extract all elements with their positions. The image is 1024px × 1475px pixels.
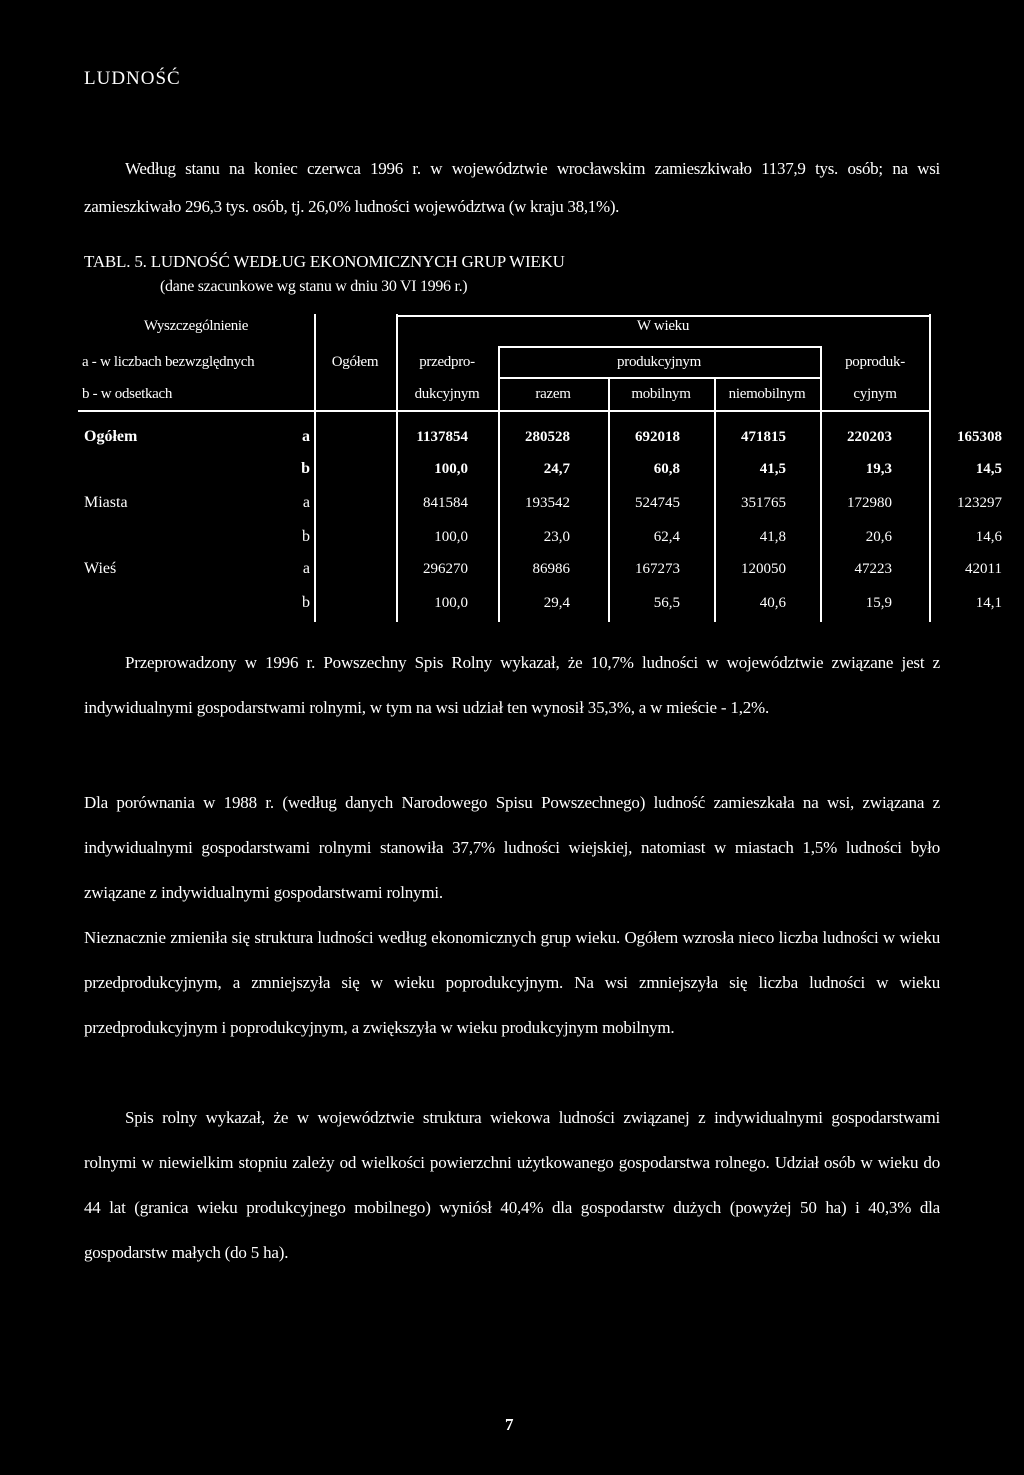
cell-value: 29,4	[543, 595, 570, 611]
cell-value: 47223	[854, 561, 892, 577]
cell-value: 172980	[847, 495, 892, 511]
header-age-group: W wieku	[636, 318, 690, 334]
table-rule	[929, 314, 931, 622]
cell-value: 193542	[525, 495, 570, 511]
cell-value: 841584	[423, 495, 468, 511]
header-pre-productive-2: dukcyjnym	[414, 386, 480, 402]
cell-value: 167273	[635, 561, 680, 577]
table-rule	[314, 314, 316, 622]
row-type: a	[302, 428, 310, 445]
cell-value: 14,5	[975, 461, 1002, 477]
cell-value: 100,0	[434, 595, 468, 611]
row-type: b	[302, 594, 310, 611]
cell-value: 41,8	[759, 529, 786, 545]
cell-value: 100,0	[434, 461, 468, 477]
cell-value: 23,0	[543, 529, 570, 545]
table-rule	[78, 410, 930, 412]
header-sub-total: razem	[535, 386, 571, 402]
cell-value: 60,8	[653, 461, 680, 477]
header-non-mobile: niemobilnym	[728, 386, 806, 402]
cell-value: 41,5	[759, 461, 786, 477]
cell-value: 56,5	[653, 595, 680, 611]
header-specification: Wyszczególnienie	[143, 318, 249, 334]
cell-value: 14,6	[975, 529, 1002, 545]
body-paragraph: Nieznacznie zmieniła się struktura ludności według ekonomicznych grup wieku. Ogółem wzrosła nieco liczba ludności w wieku przedprodukcyjnym, a zmniejszyła się w wieku poprodukcyjnym. Na wsi zmniejszyła się liczba ludności w wieku przedprodukcyjnym i poprodukcyjnym, a zwiększyła w wieku produkcyjnym mobilnym.	[84, 928, 940, 1037]
table-rule	[820, 346, 822, 622]
table-rule	[498, 377, 820, 379]
page-number: 7	[505, 1415, 514, 1434]
cell-value: 296270	[423, 561, 468, 577]
table-subtitle: (dane szacunkowe wg stanu w dniu 30 VI 1996 r.)	[160, 278, 468, 295]
cell-value: 220203	[847, 429, 892, 445]
cell-value: 14,1	[975, 595, 1002, 611]
row-type: b	[301, 460, 310, 477]
table-rule	[714, 377, 716, 622]
section-title: LUDNOŚĆ	[84, 68, 181, 89]
header-post-productive-1: poproduk-	[845, 354, 905, 370]
cell-value: 20,6	[865, 529, 892, 545]
cell-value: 123297	[957, 495, 1002, 511]
header-pre-productive-1: przedpro-	[419, 354, 475, 370]
body-paragraph: Spis rolny wykazał, że w województwie struktura wiekowa ludności związanej z indywidualnymi gospodarstwami rolnymi w niewielkim stopniu zależy od wielkości powierzchni użytkowanego gospodarstwa rolnego. Udział osób w wieku do 44 lat (granica wieku produkcyjnego mobilnego) wyniósł 40,4% dla gospodarstw dużych (powyżej 50 ha) i 40,3% dla gospodarstw małych (do 5 ha).	[84, 1108, 940, 1262]
cell-value: 524745	[635, 495, 680, 511]
cell-value: 19,3	[865, 461, 892, 477]
table-rule	[608, 377, 610, 622]
cell-value: 165308	[957, 429, 1002, 445]
header-productive: produkcyjnym	[617, 354, 701, 370]
header-post-productive-2: cyjnym	[853, 386, 897, 402]
cell-value: 280528	[525, 429, 570, 445]
row-type: a	[302, 494, 310, 511]
row-label: Ogółem	[84, 428, 138, 445]
header-legend-b: b - w odsetkach	[82, 386, 173, 402]
table-rule	[498, 346, 820, 348]
cell-value: 24,7	[543, 461, 570, 477]
cell-value: 40,6	[759, 595, 786, 611]
header-mobile: mobilnym	[631, 386, 691, 402]
cell-value: 100,0	[434, 529, 468, 545]
cell-value: 692018	[635, 429, 680, 445]
header-total: Ogółem	[331, 354, 379, 370]
table-rule	[498, 346, 500, 622]
cell-value: 62,4	[653, 529, 680, 545]
cell-value: 351765	[741, 495, 786, 511]
population-table	[78, 314, 1002, 622]
row-type: a	[302, 560, 310, 577]
cell-value: 1137854	[416, 429, 468, 445]
table-rule	[396, 315, 930, 317]
body-paragraph: Dla porównania w 1988 r. (według danych Narodowego Spisu Powszechnego) ludność zamieszkała na wsi, związana z indywidualnymi gospodarstwami rolnymi stanowiła 37,7% ludności wiejskiej, natomiast w miastach 1,5% ludności było związane z indywidualnymi gospodarstwami rolnymi.	[84, 793, 940, 902]
row-label: Wieś	[84, 560, 117, 577]
cell-value: 86986	[532, 561, 570, 577]
cell-value: 42011	[965, 561, 1002, 577]
table-title: TABL. 5. LUDNOŚĆ WEDŁUG EKONOMICZNYCH GRUP WIEKU	[84, 252, 565, 271]
cell-value: 471815	[741, 429, 786, 445]
table-rule	[396, 314, 398, 622]
row-type: b	[302, 528, 310, 545]
cell-value: 15,9	[865, 595, 892, 611]
header-legend-a: a - w liczbach bezwzględnych	[82, 354, 255, 370]
intro-paragraph: Według stanu na koniec czerwca 1996 r. w województwie wrocławskim zamieszkiwało 1137,9 tys. osób; na wsi zamieszkiwało 296,3 tys. osób, tj. 26,0% ludności województwa (w kraju 38,1%).	[84, 159, 940, 216]
cell-value: 120050	[741, 561, 786, 577]
row-label: Miasta	[84, 494, 128, 511]
body-paragraph: Przeprowadzony w 1996 r. Powszechny Spis Rolny wykazał, że 10,7% ludności w województwie związane jest z indywidualnymi gospodarstwami rolnymi, w tym na wsi udział ten wynosił 35,3%, a w mieście - 1,2%.	[84, 653, 940, 717]
